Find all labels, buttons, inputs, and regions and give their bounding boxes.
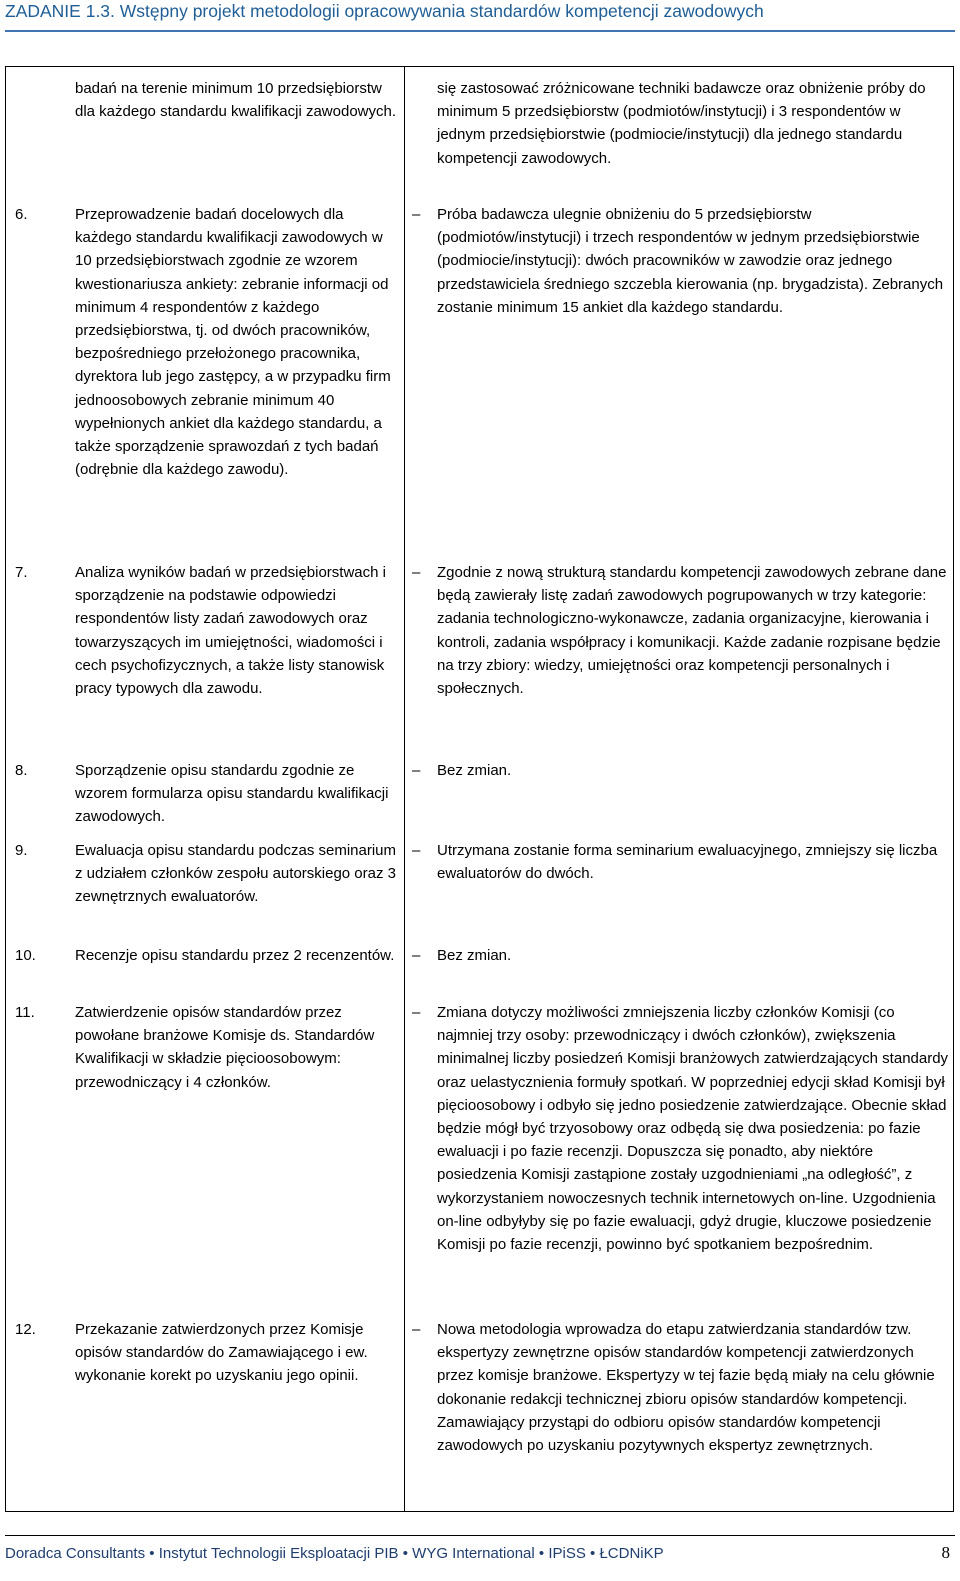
footer-separator: • <box>402 1545 408 1562</box>
footer-separator: • <box>590 1545 596 1562</box>
methodology-table <box>5 66 954 1512</box>
row-original-step: Przeprowadzenie badań docelowych dla każdego standardu kwalifikacji zawodowych w 10 przedsiębiorstwach zgodnie ze wzorem kwestionariusza ankiety: zebranie informacji od minimum 4 respondentów z każdego przedsiębiorstwa, tj. od dwóch pracowników, bezpośredniego przełożonego pracownika, dyrektora lub jego zastępcy, a w przypadku firm jednoosobowych zebranie minimum 40 wypełnionych ankiet dla każdego standardu, a także sporządzenie sprawozdań z tych badań (odrębnie dla każdego zawodu). <box>75 206 391 479</box>
row-number: 8. <box>15 762 28 779</box>
row-original-step: Przekazanie zatwierdzonych przez Komisje opisów standardów do Zamawiającego i ew. wykonanie korekt po uzyskaniu jego opinii. <box>75 1321 368 1385</box>
row-dash: – <box>412 1004 421 1021</box>
row-dash: – <box>412 206 421 223</box>
row-dash: – <box>412 564 421 581</box>
row-dash: – <box>412 762 421 779</box>
row-change-description: Zgodnie z nową strukturą standardu kompetencji zawodowych zebrane dane będą zawierały listę zadań zawodowych pogrupowanych w trzy kategorie: zadania technologiczno-wykonawcze, zadania organizacyjne, kierowania i kontroli, zadania współpracy i komunikacji. Każde zadanie rozpisane będzie na trzy zbiory: wiedzy, umiejętności oraz kompetencji personalnych i społecznych. <box>437 564 947 698</box>
row-change-description: Utrzymana zostanie forma seminarium ewaluacyjnego, zmniejszy się liczba ewaluatorów do dwóch. <box>437 842 938 883</box>
row-original-step: Recenzje opisu standardu przez 2 recenzentów. <box>75 947 395 964</box>
page-number: 8 <box>941 1543 950 1562</box>
column-divider <box>404 67 405 1511</box>
row-dash: – <box>412 947 421 964</box>
footer-partner: Doradca Consultants <box>5 1545 146 1562</box>
footer-rule <box>5 1535 955 1536</box>
row-original-step: Analiza wyników badań w przedsiębiorstwach i sporządzenie na podstawie odpowiedzi respondentów listy zadań zawodowych oraz towarzyszących im umiejętności, wiadomości i cech psychofizycznych, a także listy stanowisk pracy typowych dla zawodu. <box>75 564 386 698</box>
row-change-description: się zastosować zróżnicowane techniki badawcze oraz obniżenie próby do minimum 5 przedsiębiorstw (podmiotów/instytucji) i 3 respondentów w jednym przedsiębiorstwie (podmiocie/instytucji) dla jednego standardu kompetencji zawodowych. <box>437 80 926 167</box>
footer-partner: IPiSS <box>548 1545 586 1562</box>
row-number: 11. <box>15 1004 35 1021</box>
header-rule <box>5 30 955 32</box>
row-change-description: Próba badawcza ulegnie obniżeniu do 5 przedsiębiorstw (podmiotów/instytucji) i trzech respondentów w jednym przedsiębiorstwie (podmiocie/instytucji): dwóch pracowników w zawodzie oraz jednego przedstawiciela średniego szczebla kierowania (np. brygadzista). Zebranych zostanie minimum 15 ankiet dla każdego standardu. <box>437 206 944 316</box>
row-original-step: Zatwierdzenie opisów standardów przez powołane branżowe Komisje ds. Standardów Kwalifikacji w składzie pięcioosobowym: przewodniczący i 4 członków. <box>75 1004 375 1091</box>
footer-partner: ŁCDNiKP <box>599 1545 664 1562</box>
row-original-step: Sporządzenie opisu standardu zgodnie ze wzorem formularza opisu standardu kwalifikacji zawodowych. <box>75 762 389 826</box>
header-title: ZADANIE 1.3. Wstępny projekt metodologii opracowywania standardów kompetencji zawodowych <box>5 1 764 21</box>
row-change-description: Bez zmian. <box>437 947 512 964</box>
page-header <box>5 0 955 36</box>
row-number: 7. <box>15 564 28 581</box>
footer-separator: • <box>538 1545 545 1562</box>
footer-partner: WYG International <box>412 1545 535 1562</box>
row-original-step: Ewaluacja opisu standardu podczas seminarium z udziałem członków zespołu autorskiego oraz 3 zewnętrznych ewaluatorów. <box>75 842 397 906</box>
row-number: 10. <box>15 947 36 964</box>
row-change-description: Zmiana dotyczy możliwości zmniejszenia liczby członków Komisji (co najmniej trzy osoby: przewodniczący i dwóch członków), zwiększenia minimalnej liczby posiedzeń Komisji branżowych zatwierdzających standardy oraz uelastycznienia formuły spotkań. W poprzedniej edycji skład Komisji był pięcioosobowy i odbyło się jedno posiedzenie zatwierdzające. Obecnie skład będzie mógł być trzyosobowy oraz odbędą się dwa posiedzenia: po fazie ewaluacji i po fazie recenzji. Dopuszcza się ponadto, aby niektóre posiedzenia Komisji zastąpione zostały uzgodnieniami „na odległość”, z wykorzystaniem nowoczesnych technik internetowych on-line. Uzgodnienia on-line odbyłyby się po fazie ewaluacji, gdyż drugie, kluczowe posiedzenie Komisji po fazie recenzji, powinno być spotkaniem bezpośrednim. <box>437 1004 949 1254</box>
row-change-description: Nowa metodologia wprowadza do etapu zatwierdzania standardów tzw. ekspertyzy zewnętrzne opisów standardów kompetencji zatwierdzonych przez komisje branżowe. Ekspertyzy w tej fazie będą miały na celu głównie dokonanie redakcji technicznej zbioru opisów standardów kompetencji. Zamawiający przystąpi do odbioru opisów standardów kompetencji zawodowych po uzyskaniu pozytywnych ekspertyz zewnętrznych. <box>437 1321 935 1455</box>
row-number: 12. <box>15 1321 36 1338</box>
row-number: 9. <box>15 842 28 859</box>
row-dash: – <box>412 842 421 859</box>
footer-partners <box>5 1543 664 1565</box>
row-change-description: Bez zmian. <box>437 762 512 779</box>
row-dash: – <box>412 1321 421 1338</box>
footer-partner: Instytut Technologii Eksploatacji PIB <box>158 1545 399 1562</box>
row-number: 6. <box>15 206 28 223</box>
row-original-step: badań na terenie minimum 10 przedsiębiorstw dla każdego standardu kwalifikacji zawodowych. <box>75 80 397 121</box>
footer-separator: • <box>149 1545 155 1562</box>
